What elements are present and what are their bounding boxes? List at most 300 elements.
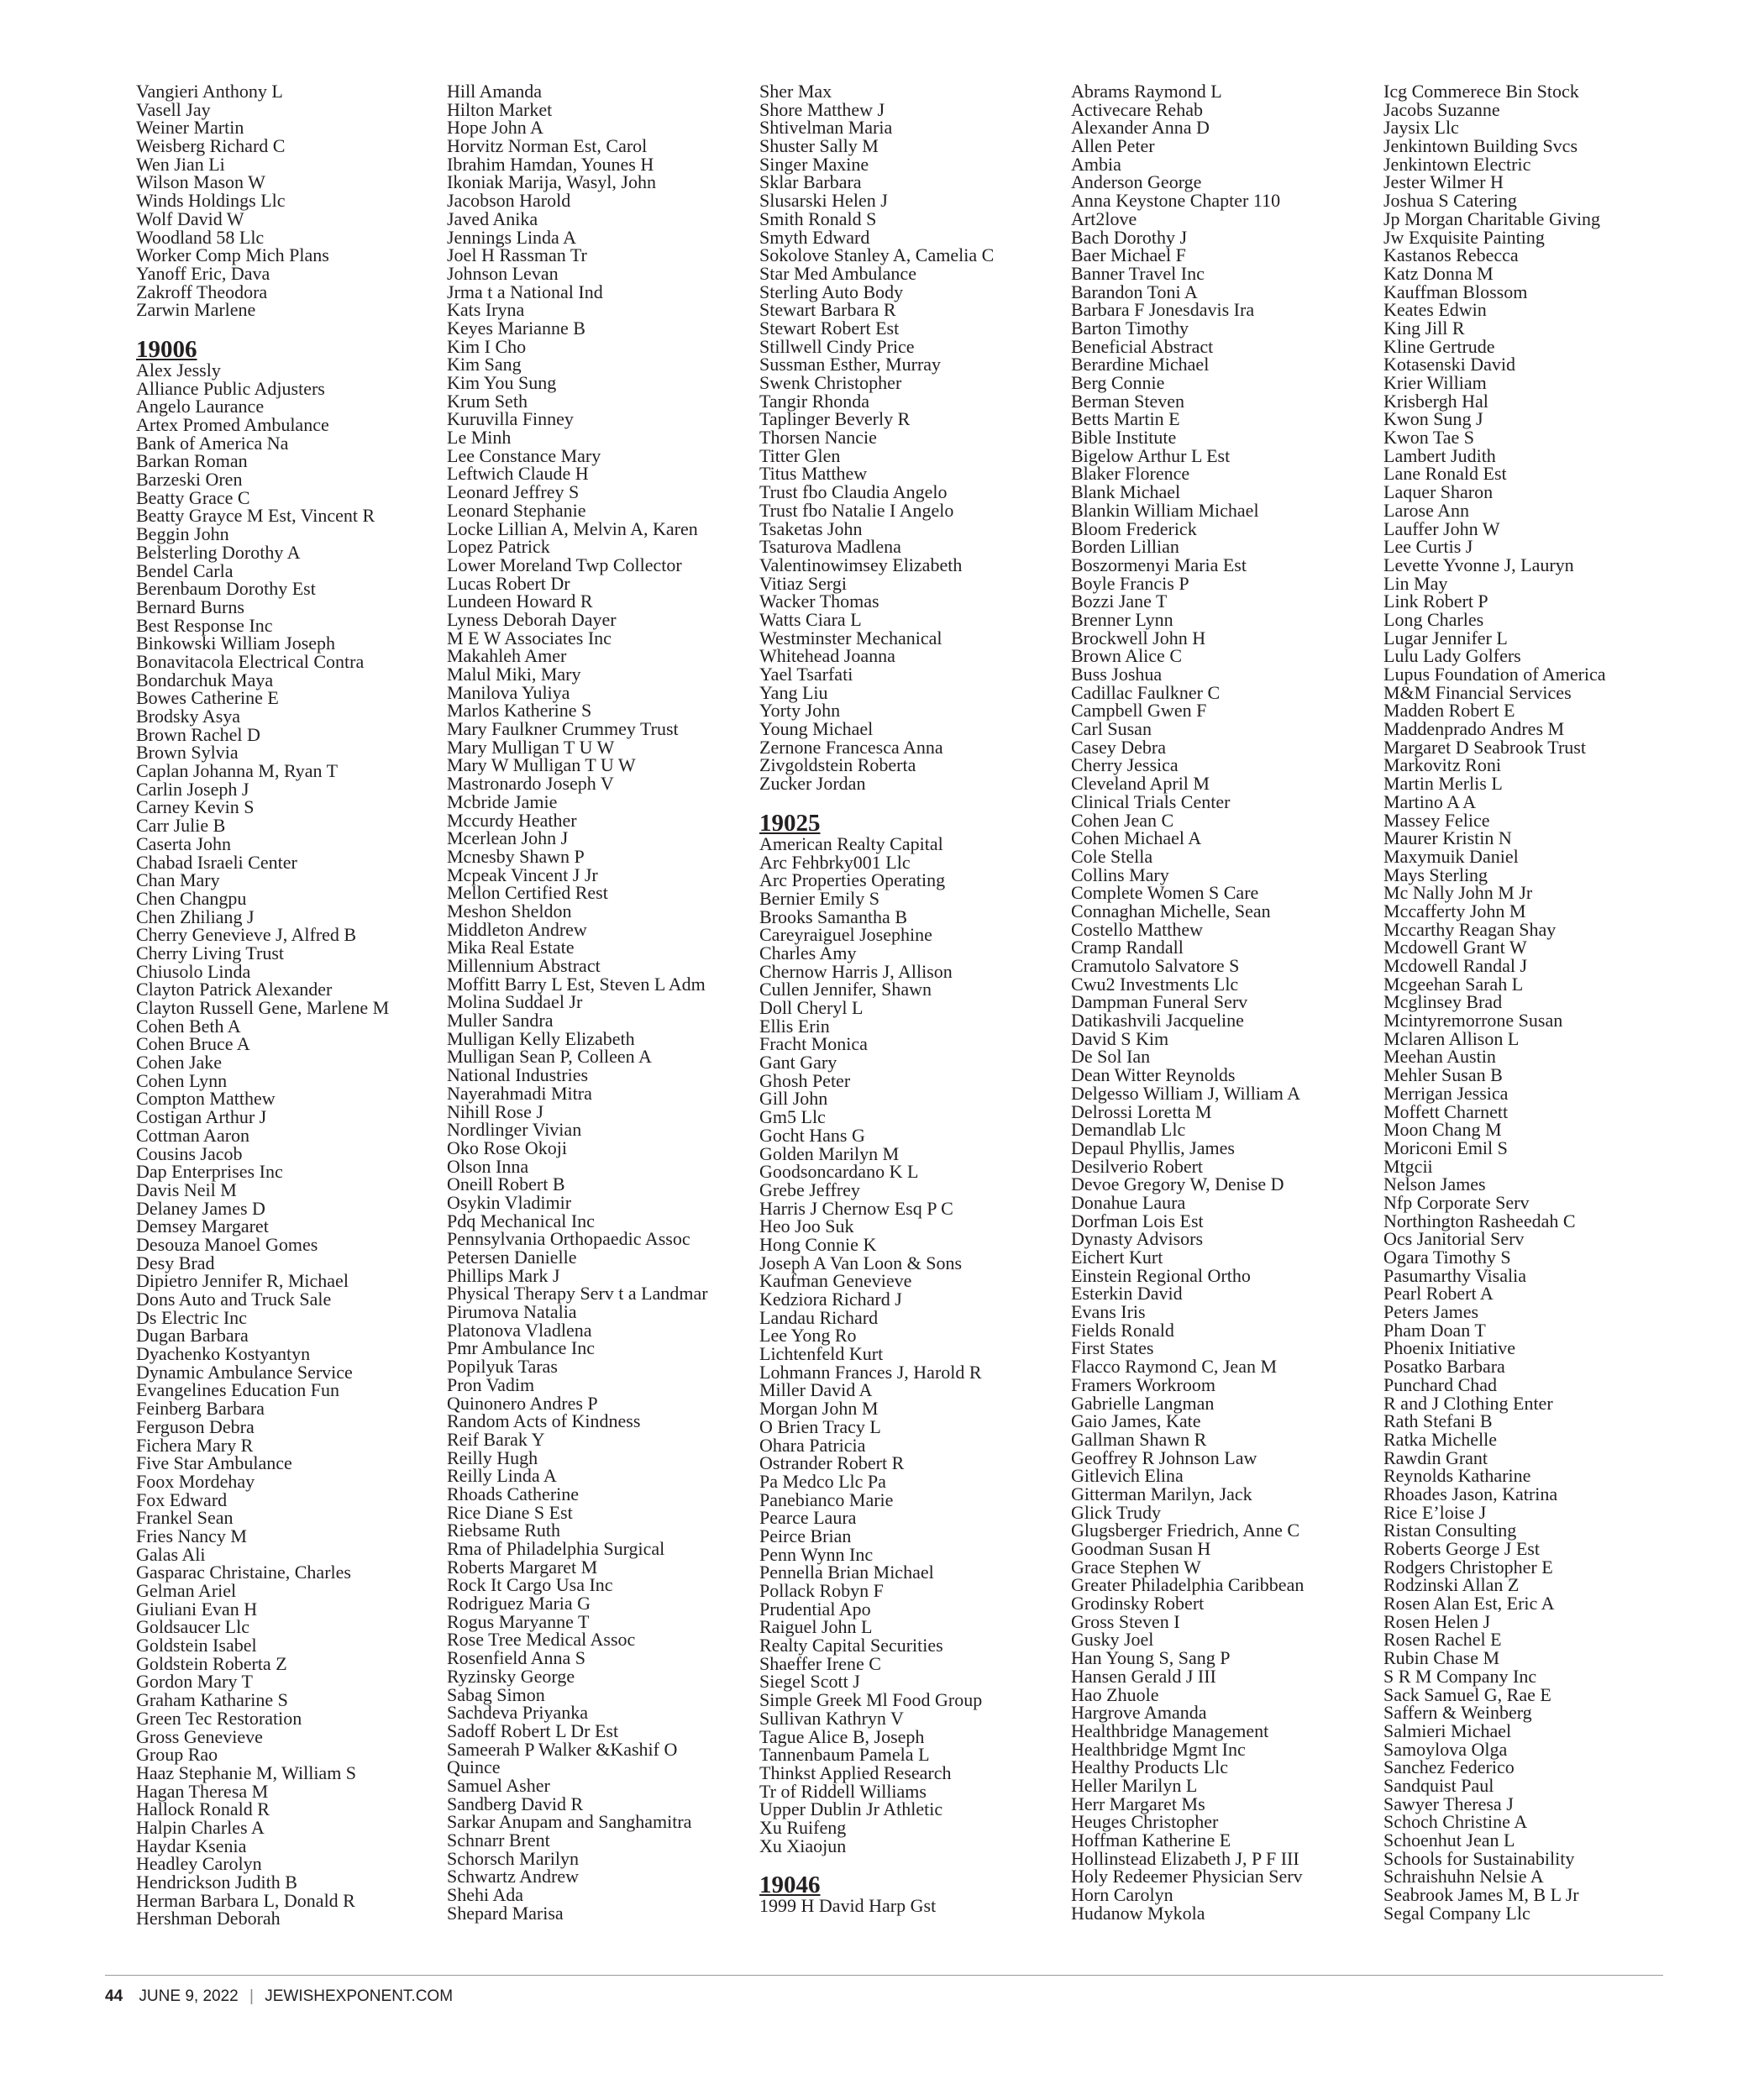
name-entry: Alliance Public Adjusters bbox=[136, 377, 325, 399]
name-entry: Harris J Chernow Esq P C bbox=[759, 1197, 953, 1219]
name-entry: Holy Redeemer Physician Serv bbox=[1071, 1866, 1303, 1887]
name-entry: Carl Susan bbox=[1071, 718, 1152, 740]
name-entry: Levette Yvonne J, Lauryn bbox=[1383, 554, 1574, 575]
name-entry: Samoylova Olga bbox=[1383, 1738, 1508, 1760]
page-number: 44 bbox=[105, 1987, 123, 2005]
name-entry: Bendel Carla bbox=[136, 559, 234, 581]
name-entry: King Jill R bbox=[1383, 317, 1465, 339]
name-entry: Shepard Marisa bbox=[447, 1902, 564, 1924]
name-entry: Moffitt Barry L Est, Steven L Adm bbox=[447, 973, 706, 995]
name-entry: Boyle Francis P bbox=[1071, 572, 1189, 594]
name-entry: Joshua S Catering bbox=[1383, 190, 1517, 212]
name-entry: Fries Nancy M bbox=[136, 1525, 247, 1546]
name-entry: Alex Jessly bbox=[136, 359, 221, 381]
name-entry: Laquer Sharon bbox=[1383, 481, 1494, 503]
name-entry: Careyraiguel Josephine bbox=[759, 924, 932, 946]
name-entry: Mcdowell Randal J bbox=[1383, 955, 1528, 976]
name-entry: Oneill Robert B bbox=[447, 1173, 565, 1195]
name-entry: Collins Mary bbox=[1071, 864, 1169, 885]
name-entry: Zarwin Marlene bbox=[136, 299, 256, 321]
name-entry: Belsterling Dorothy A bbox=[136, 541, 301, 563]
name-entry: Kotasenski David bbox=[1383, 354, 1516, 375]
name-entry: Miller David A bbox=[759, 1379, 873, 1401]
name-entry: Arc Fehbrky001 Llc bbox=[759, 851, 911, 873]
name-entry: First States bbox=[1071, 1337, 1154, 1359]
name-entry: Ohara Patricia bbox=[759, 1434, 866, 1456]
name-entry: Art2love bbox=[1071, 207, 1137, 229]
name-entry: 1999 H David Harp Gst bbox=[759, 1895, 937, 1917]
name-entry: Westminster Mechanical bbox=[759, 627, 942, 648]
name-entry: Dynamic Ambulance Service bbox=[136, 1361, 353, 1383]
name-entry: Cottman Aaron bbox=[136, 1124, 250, 1146]
name-entry: Cohen Jake bbox=[136, 1052, 223, 1074]
name-entry: Buss Joshua bbox=[1071, 664, 1163, 685]
name-entry: Abrams Raymond L bbox=[1071, 81, 1222, 102]
name-entry: David S Kim bbox=[1071, 1027, 1169, 1049]
name-entry: Pa Medco Llc Pa bbox=[759, 1470, 886, 1492]
name-entry: Oko Rose Okoji bbox=[447, 1137, 567, 1158]
name-entry: Phoenix Initiative bbox=[1383, 1337, 1516, 1359]
name-entry: Sadoff Robert L Dr Est bbox=[447, 1719, 619, 1741]
name-entry: Wacker Thomas bbox=[759, 591, 879, 612]
name-entry: Rodgers Christopher E bbox=[1383, 1556, 1553, 1578]
name-entry: Mary Faulkner Crummey Trust bbox=[447, 718, 679, 740]
name-entry: Healthbridge Mgmt Inc bbox=[1071, 1738, 1246, 1760]
name-entry: Sanchez Federico bbox=[1383, 1756, 1515, 1778]
name-entry: Punchard Chad bbox=[1383, 1373, 1498, 1395]
name-entry: Tr of Riddell Williams bbox=[759, 1780, 927, 1802]
name-entry: Manilova Yuliya bbox=[447, 681, 570, 703]
name-entry: Shaeffer Irene C bbox=[759, 1652, 881, 1674]
name-entry: Chen Zhiliang J bbox=[136, 906, 255, 927]
name-entry: Ikoniak Marija, Wasyl, John bbox=[447, 171, 656, 193]
name-entry: Markovitz Roni bbox=[1383, 754, 1501, 776]
name-entry: Popilyuk Taras bbox=[447, 1356, 558, 1378]
footer-separator: | bbox=[249, 1987, 254, 2005]
name-entry: Shtivelman Maria bbox=[759, 117, 893, 139]
name-entry: Binkowski William Joseph bbox=[136, 633, 336, 654]
name-entry: Dap Enterprises Inc bbox=[136, 1161, 283, 1183]
name-entry: Healthbridge Management bbox=[1071, 1719, 1269, 1741]
name-entry: Schorsch Marilyn bbox=[447, 1847, 580, 1869]
name-entry: Prudential Apo bbox=[759, 1598, 871, 1620]
name-entry: Beggin John bbox=[136, 523, 229, 545]
name-entry: Cleveland April M bbox=[1071, 773, 1210, 795]
name-entry: Jrma t a National Ind bbox=[447, 281, 603, 302]
name-entry: Hallock Ronald R bbox=[136, 1798, 270, 1820]
name-entry: Merrigan Jessica bbox=[1383, 1082, 1509, 1104]
name-entry: Pasumarthy Visalia bbox=[1383, 1264, 1526, 1286]
name-entry: Reynolds Katharine bbox=[1383, 1465, 1531, 1487]
name-entry: Larose Ann bbox=[1383, 499, 1470, 521]
name-entry: Krier William bbox=[1383, 372, 1487, 393]
name-entry: Desy Brad bbox=[136, 1252, 215, 1273]
name-entry: Icg Commerece Bin Stock bbox=[1383, 81, 1579, 102]
name-entry: Smyth Edward bbox=[759, 226, 870, 248]
name-entry: Cohen Michael A bbox=[1071, 827, 1202, 849]
name-entry: Bondarchuk Maya bbox=[136, 669, 274, 690]
name-entry: Roberts Margaret M bbox=[447, 1556, 598, 1578]
name-entry: Tannenbaum Pamela L bbox=[759, 1744, 930, 1766]
name-entry: Singer Maxine bbox=[759, 153, 869, 175]
name-entry: Hill Amanda bbox=[447, 81, 543, 102]
name-entry: Casey Debra bbox=[1071, 736, 1167, 758]
name-entry: Lee Curtis J bbox=[1383, 536, 1473, 558]
name-entry: Sack Samuel G, Rae E bbox=[1383, 1683, 1551, 1705]
listing-column bbox=[136, 82, 443, 1928]
name-entry: Stewart Robert Est bbox=[759, 317, 900, 339]
name-entry: Caserta John bbox=[136, 832, 232, 854]
name-entry: Mays Sterling bbox=[1383, 864, 1488, 885]
name-entry: Ostrander Robert R bbox=[759, 1452, 905, 1474]
name-entry: Yang Liu bbox=[759, 681, 828, 703]
name-entry: Pennsylvania Orthopaedic Assoc bbox=[447, 1228, 690, 1250]
name-entry: Mclaren Allison L bbox=[1383, 1027, 1520, 1049]
name-entry: Sandberg David R bbox=[447, 1793, 584, 1814]
name-entry: Han Young S, Sang P bbox=[1071, 1647, 1231, 1669]
name-entry: Beatty Grace C bbox=[136, 486, 250, 508]
name-entry: Fields Ronald bbox=[1071, 1319, 1174, 1341]
name-entry: Ferguson Debra bbox=[136, 1415, 255, 1437]
name-entry: Krum Seth bbox=[447, 390, 528, 412]
name-entry: Barandon Toni A bbox=[1071, 281, 1198, 302]
name-entry: Eichert Kurt bbox=[1071, 1247, 1163, 1268]
name-entry: Millennium Abstract bbox=[447, 955, 601, 976]
name-entry: Zakroff Theodora bbox=[136, 281, 268, 302]
name-entry: Gallman Shawn R bbox=[1071, 1428, 1207, 1450]
name-entry: Cohen Bruce A bbox=[136, 1033, 250, 1055]
name-entry: Stillwell Cindy Price bbox=[759, 335, 915, 357]
name-entry: Swenk Christopher bbox=[759, 372, 902, 393]
name-entry: Hansen Gerald J III bbox=[1071, 1665, 1216, 1687]
name-entry: Random Acts of Kindness bbox=[447, 1410, 641, 1432]
name-entry: Bloom Frederick bbox=[1071, 517, 1197, 539]
name-entry: Lee Yong Ro bbox=[759, 1325, 857, 1347]
name-entry: Katz Donna M bbox=[1383, 262, 1494, 284]
name-entry: Slusarski Helen J bbox=[759, 190, 888, 212]
name-entry: Dynasty Advisors bbox=[1071, 1228, 1204, 1250]
name-entry: Carr Julie B bbox=[136, 815, 226, 837]
name-entry: Pmr Ambulance Inc bbox=[447, 1337, 595, 1359]
name-entry: M&M Financial Services bbox=[1383, 681, 1572, 703]
name-entry: Ibrahim Hamdan, Younes H bbox=[447, 153, 654, 175]
name-entry: Jaysix Llc bbox=[1383, 117, 1459, 139]
name-entry: Headley Carolyn bbox=[136, 1853, 262, 1875]
name-entry: Barkan Roman bbox=[136, 450, 248, 472]
name-entry: Leonard Stephanie bbox=[447, 499, 586, 521]
name-entry: Chernow Harris J, Allison bbox=[759, 960, 953, 982]
name-entry: Golden Marilyn M bbox=[759, 1142, 900, 1164]
name-entry: Ellis Erin bbox=[759, 1015, 830, 1037]
name-entry: Hao Zhuole bbox=[1071, 1683, 1159, 1705]
name-entry: Borden Lillian bbox=[1071, 536, 1179, 558]
name-entry: Hong Connie K bbox=[759, 1233, 877, 1255]
name-entry: Clayton Patrick Alexander bbox=[136, 979, 333, 1000]
name-entry: Mccurdy Heather bbox=[447, 809, 577, 831]
name-entry: Gaio James, Kate bbox=[1071, 1410, 1201, 1432]
name-entry: Schoch Christine A bbox=[1383, 1811, 1528, 1833]
name-entry: Devoe Gregory W, Denise D bbox=[1071, 1173, 1284, 1195]
name-entry: Upper Dublin Jr Athletic bbox=[759, 1798, 943, 1820]
name-entry: Sher Max bbox=[759, 81, 832, 102]
name-entry: Geoffrey R Johnson Law bbox=[1071, 1446, 1257, 1468]
name-entry: Sullivan Kathryn V bbox=[759, 1707, 904, 1729]
name-entry: Blankin William Michael bbox=[1071, 499, 1259, 521]
name-entry: Raiguel John L bbox=[759, 1616, 873, 1638]
name-entry: Maurer Kristin N bbox=[1383, 827, 1512, 849]
name-entry: Donahue Laura bbox=[1071, 1191, 1186, 1213]
name-entry: Cullen Jennifer, Shawn bbox=[759, 979, 932, 1000]
name-entry: Clinical Trials Center bbox=[1071, 790, 1231, 812]
name-entry: Gitlevich Elina bbox=[1071, 1465, 1184, 1487]
name-entry: Mcgeehan Sarah L bbox=[1383, 973, 1524, 995]
name-entry: Beneficial Abstract bbox=[1071, 335, 1214, 357]
name-entry: Hendrickson Judith B bbox=[136, 1872, 297, 1893]
name-entry: Frankel Sean bbox=[136, 1507, 234, 1529]
name-entry: Barbara F Jonesdavis Ira bbox=[1071, 299, 1255, 321]
name-entry: Cadillac Faulkner C bbox=[1071, 681, 1221, 703]
name-entry: Cousins Jacob bbox=[136, 1142, 243, 1164]
name-entry: Mcbride Jamie bbox=[447, 790, 558, 812]
name-entry: Wolf David W bbox=[136, 207, 244, 229]
name-entry: Anderson George bbox=[1071, 171, 1202, 193]
name-entry: Pham Doan T bbox=[1383, 1319, 1486, 1341]
name-entry: Cherry Genevieve J, Alfred B bbox=[136, 924, 357, 946]
name-entry: Galas Ali bbox=[136, 1543, 206, 1565]
name-entry: Lucas Robert Dr bbox=[447, 572, 570, 594]
name-entry: Complete Women S Care bbox=[1071, 882, 1259, 904]
name-entry: Schools for Sustainability bbox=[1383, 1847, 1575, 1869]
name-entry: Chiusolo Linda bbox=[136, 960, 251, 982]
name-entry: Whitehead Joanna bbox=[759, 645, 895, 667]
name-entry: Gross Genevieve bbox=[136, 1725, 263, 1747]
name-entry: Kaufman Genevieve bbox=[759, 1270, 912, 1292]
name-entry: Link Robert P bbox=[1383, 591, 1488, 612]
name-entry: Barzeski Oren bbox=[136, 469, 243, 491]
name-entry: Schwartz Andrew bbox=[447, 1866, 580, 1887]
name-entry: Cohen Lynn bbox=[136, 1069, 228, 1091]
name-entry: Meehan Austin bbox=[1383, 1046, 1496, 1068]
name-entry: Lower Moreland Twp Collector bbox=[447, 554, 682, 575]
name-entry: Shehi Ada bbox=[447, 1884, 524, 1906]
name-entry: Sklar Barbara bbox=[759, 171, 862, 193]
name-entry: Dorfman Lois Est bbox=[1071, 1210, 1204, 1231]
name-entry: Nordlinger Vivian bbox=[447, 1119, 582, 1141]
name-entry: Costello Matthew bbox=[1071, 918, 1204, 940]
name-entry: Pennella Brian Michael bbox=[759, 1562, 934, 1583]
name-entry: Sawyer Theresa J bbox=[1383, 1793, 1514, 1814]
name-entry: Mcintyremorrone Susan bbox=[1383, 1010, 1563, 1032]
name-entry: Delgesso William J, William A bbox=[1071, 1082, 1301, 1104]
name-entry: Stewart Barbara R bbox=[759, 299, 896, 321]
name-entry: Hilton Market bbox=[447, 98, 553, 120]
listing-column bbox=[1071, 82, 1378, 1922]
name-entry: Datikashvili Jacqueline bbox=[1071, 1010, 1244, 1032]
name-entry: Reif Barak Y bbox=[447, 1428, 545, 1450]
name-entry: Tangir Rhonda bbox=[759, 390, 870, 412]
name-entry: Star Med Ambulance bbox=[759, 262, 916, 284]
name-entry: Rosen Helen J bbox=[1383, 1610, 1491, 1632]
name-entry: Bible Institute bbox=[1071, 427, 1177, 449]
name-entry: Salmieri Michael bbox=[1383, 1719, 1512, 1741]
name-entry: Lulu Lady Golfers bbox=[1383, 645, 1521, 667]
name-entry: Rhoades Jason, Katrina bbox=[1383, 1483, 1558, 1504]
name-entry: Titter Glen bbox=[759, 444, 841, 466]
name-entry: Tsaketas John bbox=[759, 517, 863, 539]
name-entry: Dugan Barbara bbox=[136, 1325, 249, 1347]
name-entry: Cohen Beth A bbox=[136, 1015, 241, 1037]
name-entry: Costigan Arthur J bbox=[136, 1106, 267, 1128]
name-entry: Mastronardo Joseph V bbox=[447, 773, 614, 795]
site-url[interactable]: JEWISHEXPONENT.COM bbox=[265, 1987, 454, 2005]
zip-code-heading: 19046 bbox=[759, 1872, 821, 1899]
name-entry: Tague Alice B, Joseph bbox=[759, 1725, 925, 1747]
name-entry: O Brien Tracy L bbox=[759, 1415, 881, 1437]
name-entry: Rubin Chase M bbox=[1383, 1647, 1500, 1669]
name-entry: Moriconi Emil S bbox=[1383, 1137, 1508, 1158]
name-entry: Muller Sandra bbox=[447, 1010, 554, 1032]
name-entry: Brockwell John H bbox=[1071, 627, 1206, 648]
name-entry: Xu Xiaojun bbox=[759, 1835, 847, 1856]
name-entry: Quince bbox=[447, 1756, 501, 1778]
name-entry: Beatty Grayce M Est, Vincent R bbox=[136, 505, 375, 527]
name-entry: Kim You Sung bbox=[447, 372, 557, 393]
name-entry: Gill John bbox=[759, 1088, 828, 1110]
name-entry: Sokolove Stanley A, Camelia C bbox=[759, 244, 995, 266]
name-entry: Ghosh Peter bbox=[759, 1069, 851, 1091]
name-entry: Kwon Sung J bbox=[1383, 408, 1483, 430]
name-entry: Gusky Joel bbox=[1071, 1629, 1154, 1651]
name-entry: Watts Ciara L bbox=[759, 608, 862, 630]
name-entry: Maddenprado Andres M bbox=[1383, 718, 1565, 740]
name-entry: Kwon Tae S bbox=[1383, 427, 1475, 449]
zip-code-heading: 19006 bbox=[136, 335, 197, 363]
name-entry: Rosenfield Anna S bbox=[447, 1647, 585, 1669]
name-entry: Rodriguez Maria G bbox=[447, 1593, 591, 1614]
name-entry: Activecare Rehab bbox=[1071, 98, 1203, 120]
name-entry: Morgan John M bbox=[759, 1398, 879, 1420]
name-entry: Halpin Charles A bbox=[136, 1816, 265, 1838]
name-entry: S R M Company Inc bbox=[1383, 1665, 1537, 1687]
name-entry: Joseph A Van Loon & Sons bbox=[759, 1252, 963, 1273]
name-entry: Horn Carolyn bbox=[1071, 1884, 1173, 1906]
name-entry: Mccarthy Reagan Shay bbox=[1383, 918, 1557, 940]
name-entry: Five Star Ambulance bbox=[136, 1452, 292, 1474]
name-entry: Platonova Vladlena bbox=[447, 1319, 592, 1341]
name-entry: Massey Felice bbox=[1383, 809, 1490, 831]
name-entry: Northington Rasheedah C bbox=[1383, 1210, 1576, 1231]
name-entry: Banner Travel Inc bbox=[1071, 262, 1205, 284]
name-entry: Carlin Joseph J bbox=[136, 778, 249, 800]
page-footer bbox=[105, 1987, 453, 2006]
name-entry: Pirumova Natalia bbox=[447, 1301, 577, 1323]
name-entry: Mary Mulligan T U W bbox=[447, 736, 615, 758]
name-entry: Rosen Rachel E bbox=[1383, 1629, 1502, 1651]
name-entry: Kats Iryna bbox=[447, 299, 525, 321]
name-entry: Berenbaum Dorothy Est bbox=[136, 578, 316, 600]
name-entry: Betts Martin E bbox=[1071, 408, 1180, 430]
name-entry: Maxymuik Daniel bbox=[1383, 845, 1519, 867]
name-entry: Sterling Auto Body bbox=[759, 281, 904, 302]
name-entry: Goldstein Roberta Z bbox=[136, 1652, 287, 1674]
name-entry: Allen Peter bbox=[1071, 135, 1155, 157]
name-entry: Kline Gertrude bbox=[1383, 335, 1495, 357]
name-entry: Roberts George J Est bbox=[1383, 1538, 1540, 1559]
name-entry: Locke Lillian A, Melvin A, Karen bbox=[447, 517, 698, 539]
name-entry: Riebsame Ruth bbox=[447, 1520, 561, 1541]
name-entry: Schoenhut Jean L bbox=[1383, 1830, 1515, 1851]
name-entry: Wen Jian Li bbox=[136, 153, 225, 175]
name-entry: Mcerlean John J bbox=[447, 827, 569, 849]
name-entry: Vangieri Anthony L bbox=[136, 81, 283, 102]
name-entry: Rice E’loise J bbox=[1383, 1501, 1487, 1523]
name-entry: Lupus Foundation of America bbox=[1383, 664, 1606, 685]
name-entry: Compton Matthew bbox=[136, 1088, 276, 1110]
name-entry: Rice Diane S Est bbox=[447, 1501, 573, 1523]
name-entry: Campbell Gwen F bbox=[1071, 700, 1207, 722]
name-entry: Martin Merlis L bbox=[1383, 773, 1503, 795]
name-entry: Bernier Emily S bbox=[759, 887, 879, 909]
name-entry: Segal Company Llc bbox=[1383, 1902, 1530, 1924]
name-entry: Middleton Andrew bbox=[447, 918, 587, 940]
name-entry: Jw Exquisite Painting bbox=[1383, 226, 1545, 248]
name-entry: Bowes Catherine E bbox=[136, 687, 279, 709]
name-entry: Javed Anika bbox=[447, 207, 538, 229]
name-entry: Hollinstead Elizabeth J, P F III bbox=[1071, 1847, 1299, 1869]
name-entry: Delrossi Loretta M bbox=[1071, 1100, 1212, 1122]
name-entry: Nihill Rose J bbox=[447, 1100, 543, 1122]
name-entry: Bigelow Arthur L Est bbox=[1071, 444, 1231, 466]
name-entry: Vitiaz Sergi bbox=[759, 572, 847, 594]
name-entry: Ristan Consulting bbox=[1383, 1520, 1517, 1541]
name-entry: Reilly Hugh bbox=[447, 1446, 538, 1468]
name-entry: Mellon Certified Rest bbox=[447, 882, 608, 904]
name-entry: Lyness Deborah Dayer bbox=[447, 608, 617, 630]
name-entry: Wilson Mason W bbox=[136, 171, 265, 193]
name-entry: Hagan Theresa M bbox=[136, 1780, 269, 1802]
name-entry: Demsey Margaret bbox=[136, 1215, 269, 1237]
name-entry: Green Tec Restoration bbox=[136, 1707, 302, 1729]
name-entry: Jenkintown Electric bbox=[1383, 153, 1531, 175]
name-entry: Thorsen Nancie bbox=[759, 427, 877, 449]
name-entry: Ogara Timothy S bbox=[1383, 1247, 1511, 1268]
name-entry: Rma of Philadelphia Surgical bbox=[447, 1538, 665, 1559]
name-entry: Herr Margaret Ms bbox=[1071, 1793, 1205, 1814]
name-entry: Charles Amy bbox=[759, 942, 857, 963]
name-entry: Jenkintown Building Svcs bbox=[1383, 135, 1578, 157]
name-entry: Lopez Patrick bbox=[447, 536, 550, 558]
name-entry: Pollack Robyn F bbox=[759, 1580, 884, 1601]
name-entry: Dons Auto and Truck Sale bbox=[136, 1289, 332, 1310]
name-entry: Goldstein Isabel bbox=[136, 1635, 257, 1656]
issue-date: JUNE 9, 2022 bbox=[139, 1987, 239, 2005]
name-entry: Long Charles bbox=[1383, 608, 1484, 630]
name-entry: Heller Marilyn L bbox=[1071, 1774, 1198, 1796]
name-entry: Pron Vadim bbox=[447, 1373, 535, 1395]
name-entry: R and J Clothing Enter bbox=[1383, 1392, 1553, 1414]
name-entry: Kim Sang bbox=[447, 354, 522, 375]
name-entry: Saffern & Weinberg bbox=[1383, 1702, 1532, 1724]
footer-divider bbox=[105, 1975, 1663, 1976]
name-entry: Mtgcii bbox=[1383, 1155, 1433, 1177]
name-entry: Brooks Samantha B bbox=[759, 906, 907, 927]
name-entry: Thinkst Applied Research bbox=[759, 1761, 952, 1783]
name-entry: Chan Mary bbox=[136, 869, 220, 891]
name-entry: Demandlab Llc bbox=[1071, 1119, 1186, 1141]
name-entry: Brown Alice C bbox=[1071, 645, 1182, 667]
name-entry: Dean Witter Reynolds bbox=[1071, 1064, 1236, 1086]
name-entry: Desouza Manoel Gomes bbox=[136, 1233, 318, 1255]
